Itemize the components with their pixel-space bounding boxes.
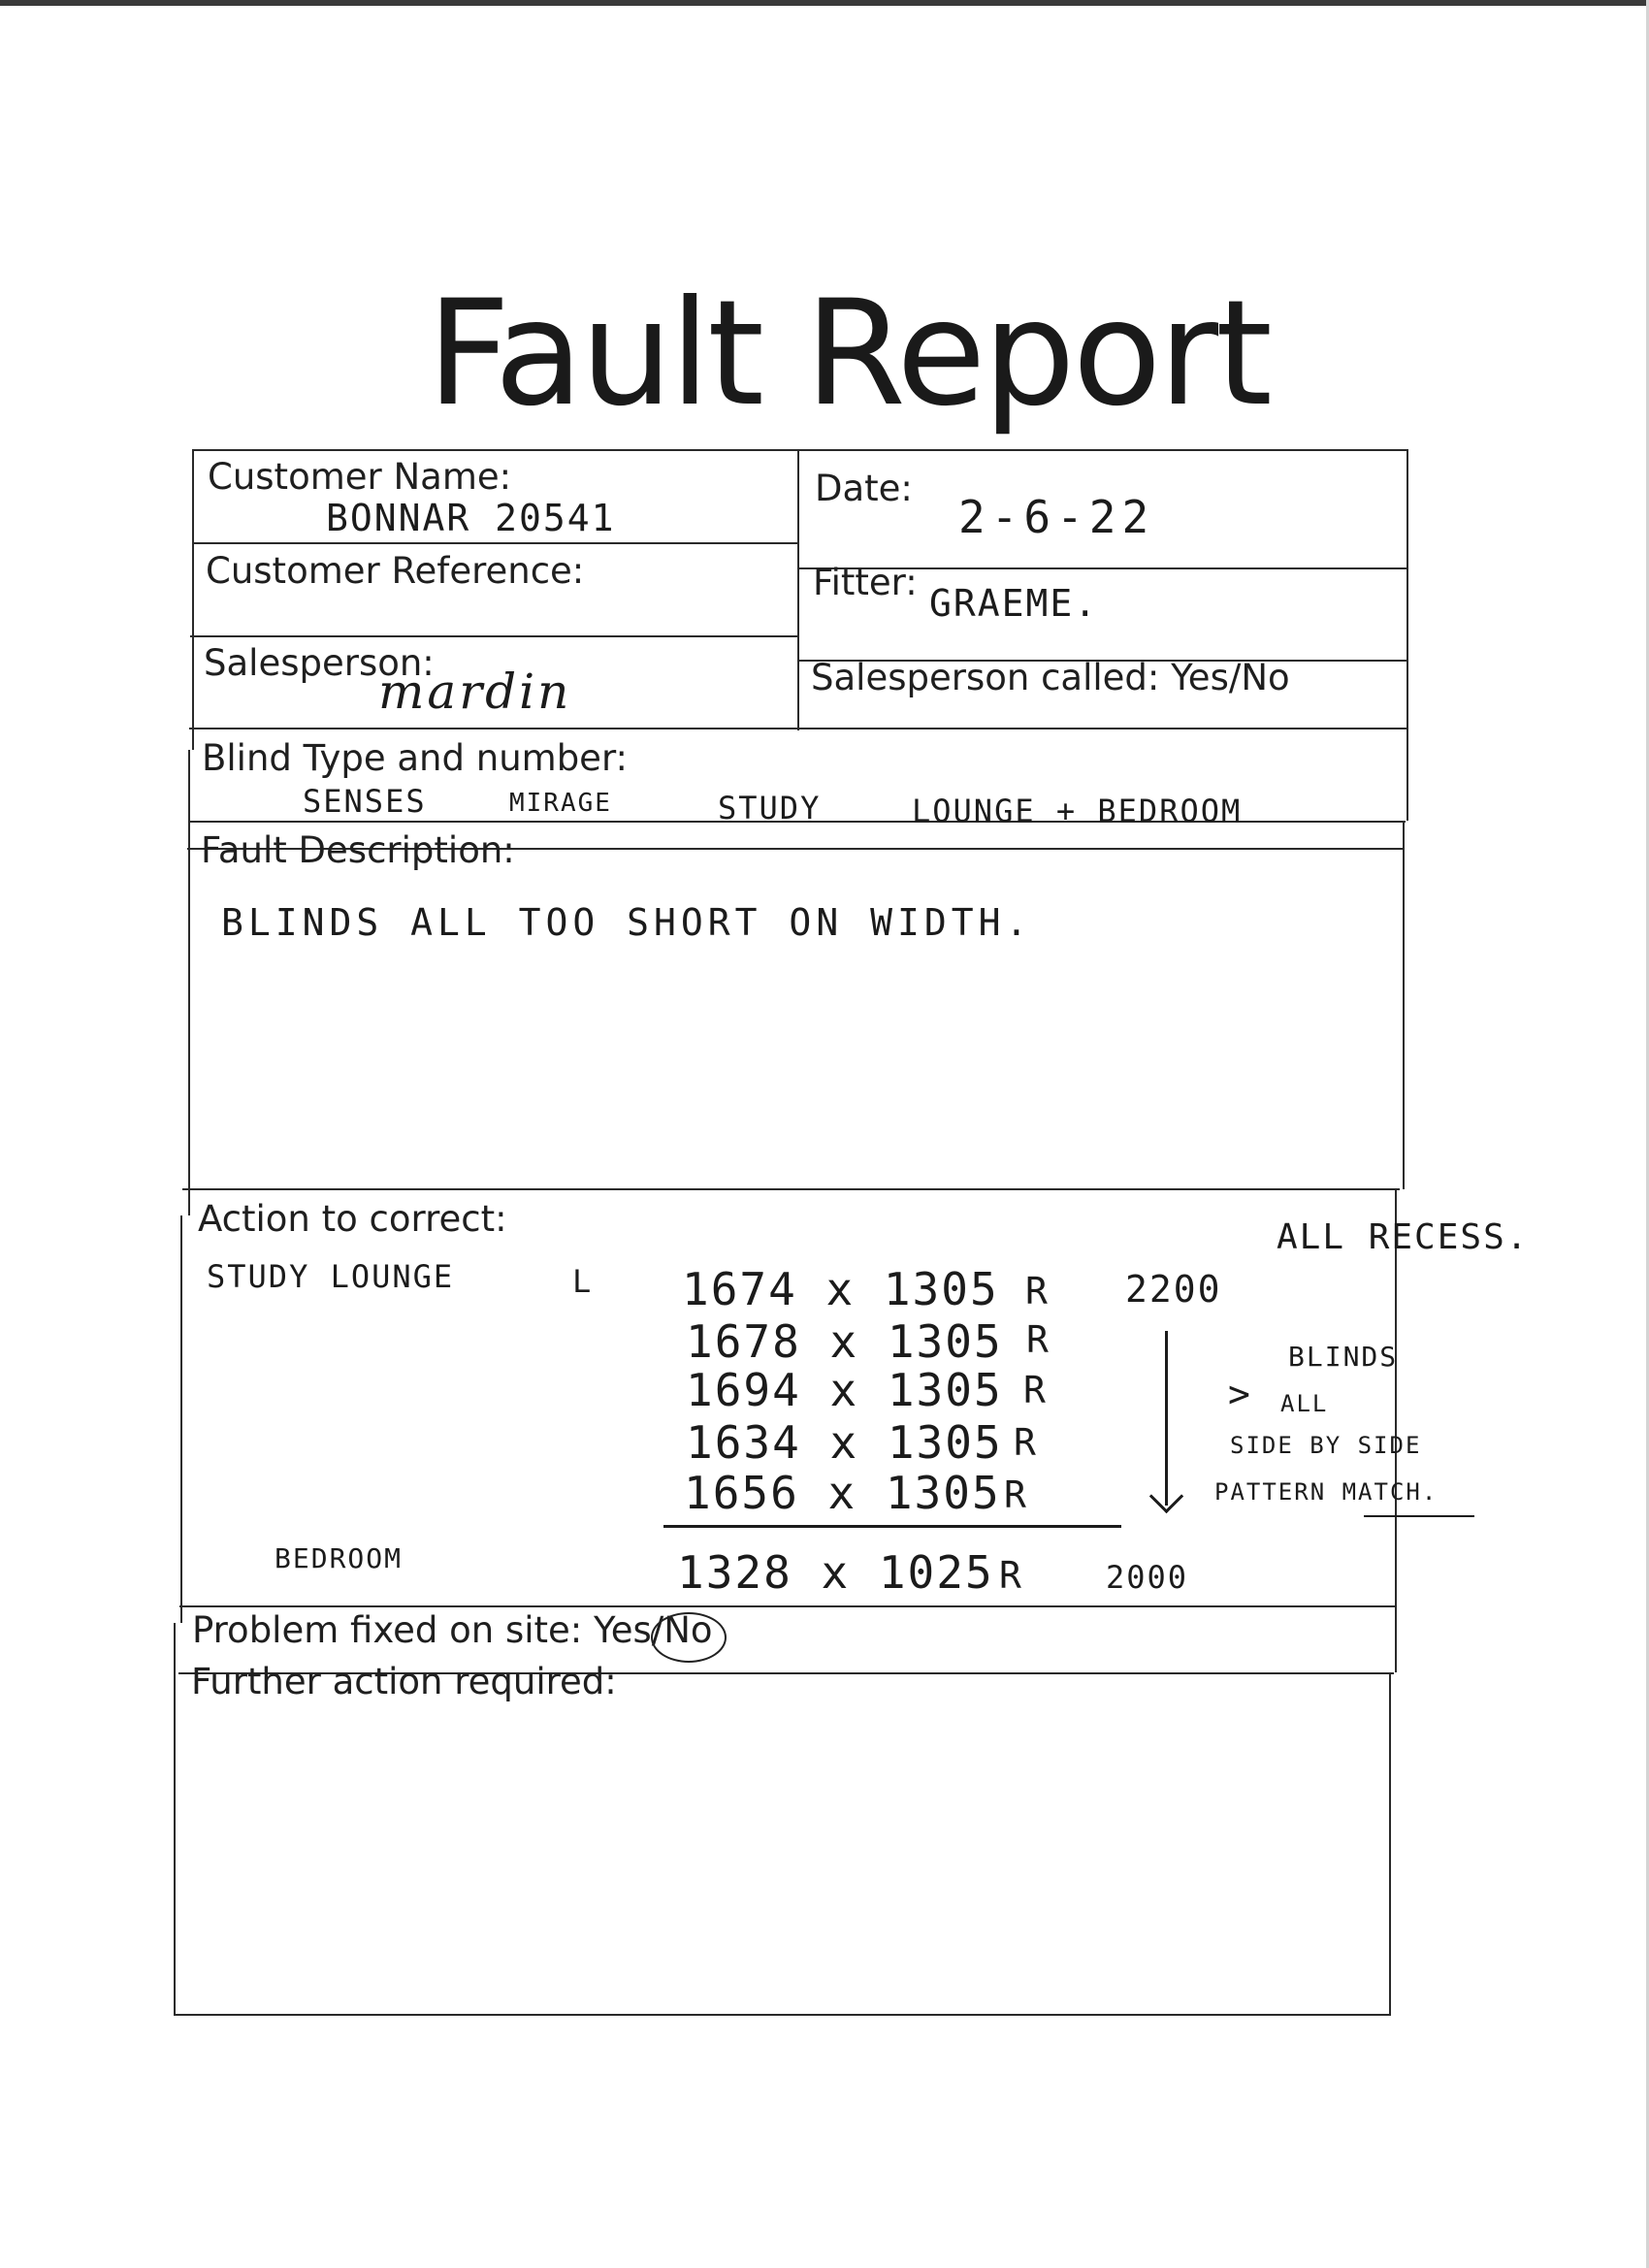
salesperson-label: Salesperson: bbox=[204, 642, 435, 684]
row-divider bbox=[190, 635, 797, 637]
customer-name-label: Customer Name: bbox=[208, 456, 512, 498]
column-divider bbox=[797, 449, 799, 730]
action-size-value: 1694 x 1305 bbox=[686, 1364, 1003, 1416]
fitter-value: GRAEME. bbox=[929, 582, 1099, 625]
bedroom-drop-value: 2000 bbox=[1106, 1559, 1189, 1596]
form-border-left bbox=[174, 1623, 176, 2016]
action-room-value: STUDY LOUNGE bbox=[207, 1258, 455, 1295]
form-border-right bbox=[1389, 1672, 1391, 2016]
action-size-value: 1634 x 1305 bbox=[686, 1416, 1003, 1469]
blind-type-label: Blind Type and number: bbox=[202, 737, 628, 779]
arrow-head-icon bbox=[1149, 1479, 1183, 1513]
form-border-left bbox=[188, 750, 190, 1215]
fault-description-value: BLINDS ALL TOO SHORT ON WIDTH. bbox=[221, 901, 1033, 944]
action-size-value: 1678 x 1305 bbox=[686, 1315, 1003, 1368]
form-border-bottom bbox=[174, 2014, 1391, 2016]
form-border-left bbox=[180, 1215, 182, 1623]
note-line: PATTERN MATCH. bbox=[1214, 1478, 1439, 1506]
note-line: ALL bbox=[1280, 1390, 1329, 1417]
action-room-mark: L bbox=[572, 1263, 594, 1300]
form-border-right bbox=[1403, 821, 1405, 1189]
action-side-value: R bbox=[1025, 1270, 1050, 1312]
date-value: 2-6-22 bbox=[958, 491, 1155, 543]
action-side-value: R bbox=[1004, 1474, 1028, 1516]
bedroom-size-value: 1328 x 1025 bbox=[677, 1546, 994, 1599]
match-underline bbox=[1364, 1515, 1474, 1517]
fitter-label: Fitter: bbox=[813, 562, 918, 603]
recess-note: ALL RECESS. bbox=[1277, 1217, 1530, 1257]
action-to-correct-label: Action to correct: bbox=[198, 1198, 507, 1240]
further-action-label: Further action required: bbox=[191, 1661, 617, 1702]
problem-fixed-label: Problem fixed on site: Yes/No bbox=[192, 1609, 713, 1651]
row-divider bbox=[192, 542, 797, 544]
salesperson-value: mardin bbox=[378, 664, 572, 720]
form-border-left bbox=[192, 449, 194, 750]
customer-reference-label: Customer Reference: bbox=[206, 550, 585, 592]
action-size-value: 1674 x 1305 bbox=[682, 1263, 999, 1315]
date-label: Date: bbox=[815, 468, 913, 509]
action-size-value: 1656 x 1305 bbox=[684, 1467, 1001, 1519]
blind-type-value: STUDY bbox=[718, 790, 822, 826]
form-border-right bbox=[1406, 449, 1408, 821]
form-border-right bbox=[1395, 1188, 1397, 1672]
note-pointer-icon: > bbox=[1228, 1373, 1252, 1415]
page-title: Fault Report bbox=[427, 270, 1270, 438]
bedroom-label: BEDROOM bbox=[275, 1542, 404, 1574]
row-divider bbox=[179, 1605, 1395, 1607]
action-side-value: R bbox=[1026, 1318, 1051, 1361]
salesperson-called-label: Salesperson called: Yes/No bbox=[811, 657, 1290, 698]
form-border-top bbox=[192, 449, 1408, 451]
blind-type-value: LOUNGE + BEDROOM bbox=[912, 793, 1243, 829]
note-line: SIDE BY SIDE bbox=[1230, 1432, 1422, 1459]
action-side-value: R bbox=[1023, 1369, 1048, 1411]
fault-description-label: Fault Description: bbox=[201, 829, 515, 871]
bedroom-side-value: R bbox=[999, 1554, 1023, 1597]
action-side-value: R bbox=[1014, 1421, 1038, 1464]
sizes-underline bbox=[663, 1525, 1121, 1528]
note-line: BLINDS bbox=[1288, 1341, 1399, 1373]
row-divider bbox=[182, 1188, 1400, 1190]
action-drop-value: 2200 bbox=[1125, 1268, 1222, 1311]
customer-name-value: BONNAR 20541 bbox=[326, 497, 616, 539]
blind-type-value: MIRAGE bbox=[509, 789, 612, 818]
no-selection-circle bbox=[651, 1612, 727, 1663]
blind-type-value: SENSES bbox=[303, 783, 427, 820]
